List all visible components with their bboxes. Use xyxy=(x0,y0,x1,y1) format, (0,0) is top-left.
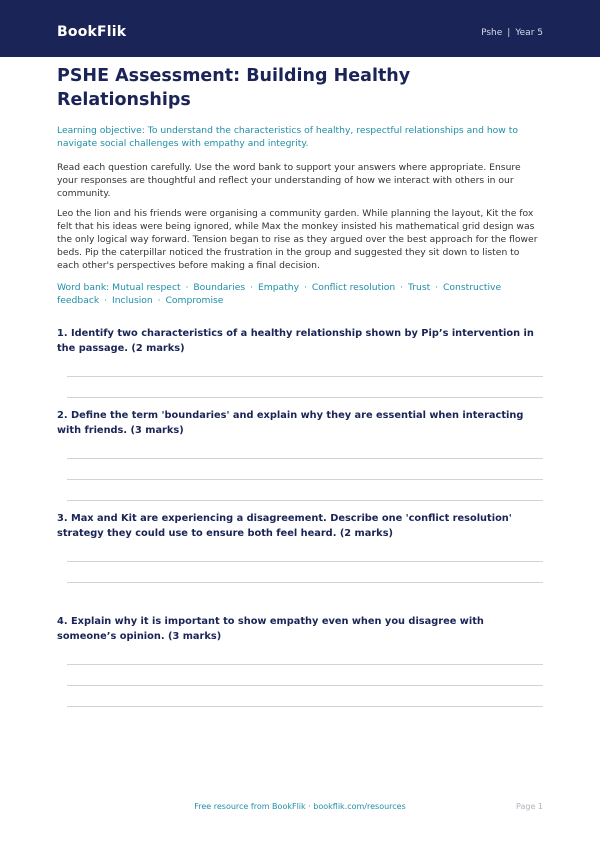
question-text: 2. Define the term 'boundaries' and explain why they are essential when interacting with friends. (3 marks) xyxy=(57,410,524,436)
word-bank-term: Empathy xyxy=(257,282,300,293)
question-text: 4. Explain why it is important to show empathy even when you disagree with someone’s opinion. (3 marks) xyxy=(57,616,484,642)
learning-objective: Learning objective: To understand the characteristics of healthy, respectful relationships and how to navigate social challenges with empathy and integrity. xyxy=(57,125,518,149)
word-bank-term: Constructive feedback xyxy=(57,282,502,306)
worksheet-content xyxy=(57,64,543,707)
word-bank-term: Trust xyxy=(407,282,431,293)
answer-line[interactable] xyxy=(67,665,543,686)
answer-line[interactable] xyxy=(67,541,543,562)
subject-label: Pshe xyxy=(481,28,503,38)
answer-line[interactable] xyxy=(67,377,543,398)
word-bank-term: Boundaries xyxy=(193,282,246,293)
word-bank-separator: · xyxy=(397,282,406,293)
word-bank-separator: · xyxy=(154,295,164,306)
page-title: PSHE Assessment: Building Healthy Relationships xyxy=(57,66,411,110)
word-bank-separator: · xyxy=(301,282,310,293)
word-bank xyxy=(57,281,543,307)
answer-lines xyxy=(57,644,543,707)
answer-lines xyxy=(57,356,543,398)
question-text: 1. Identify two characteristics of a healthy relationship shown by Pip’s intervention in the passage. (2 marks) xyxy=(57,328,534,354)
header-meta xyxy=(481,28,543,38)
year-label: Year 5 xyxy=(515,28,543,38)
word-bank-label: Word bank: xyxy=(57,282,110,293)
question-item xyxy=(57,614,543,707)
answer-line[interactable] xyxy=(67,459,543,480)
question-list xyxy=(57,326,543,707)
answer-lines xyxy=(57,438,543,501)
brand-logo-text: BookFlik xyxy=(57,24,127,40)
meta-separator: | xyxy=(507,28,511,38)
answer-line[interactable] xyxy=(67,438,543,459)
answer-lines xyxy=(57,541,543,583)
word-bank-term: Inclusion xyxy=(111,295,153,306)
answer-line[interactable] xyxy=(67,356,543,377)
question-item xyxy=(57,326,543,408)
question-item xyxy=(57,511,543,614)
word-bank-term: Compromise xyxy=(165,295,224,306)
question-item xyxy=(57,408,543,511)
word-bank-terms xyxy=(57,282,501,306)
word-bank-term: Mutual respect xyxy=(112,282,181,293)
answer-line[interactable] xyxy=(67,562,543,583)
answer-line[interactable] xyxy=(67,644,543,665)
header-bar xyxy=(0,0,600,57)
instructions: Read each question carefully. Use the word bank to support your answers where appropriate. Ensure your responses are thoughtful and reflect your understanding of how we interact with others in our community. xyxy=(57,162,521,199)
word-bank-separator: · xyxy=(247,282,256,293)
story-passage: Leo the lion and his friends were organising a community garden. While planning the layout, Kit the fox felt that his ideas were being ignored, while Max the monkey insisted his mathematical grid design was the only logical way forward. Tension began to rise as they argued over the best approach for the flower beds. Pip the caterpillar noticed the frustration in the group and suggested they sit down to listen to each other's perspectives before making a final decision. xyxy=(57,208,538,271)
word-bank-term: Conflict resolution xyxy=(311,282,396,293)
word-bank-separator: · xyxy=(182,282,192,293)
answer-line[interactable] xyxy=(67,480,543,501)
word-bank-separator: · xyxy=(101,295,110,306)
footer-credit: Free resource from BookFlik · bookflik.com/resources xyxy=(194,802,406,811)
answer-line[interactable] xyxy=(67,686,543,707)
page-number: Page 1 xyxy=(516,802,543,811)
question-text: 3. Max and Kit are experiencing a disagreement. Describe one 'conflict resolution' strategy they could use to ensure both feel heard. (2 marks) xyxy=(57,513,512,539)
word-bank-separator: · xyxy=(432,282,441,293)
